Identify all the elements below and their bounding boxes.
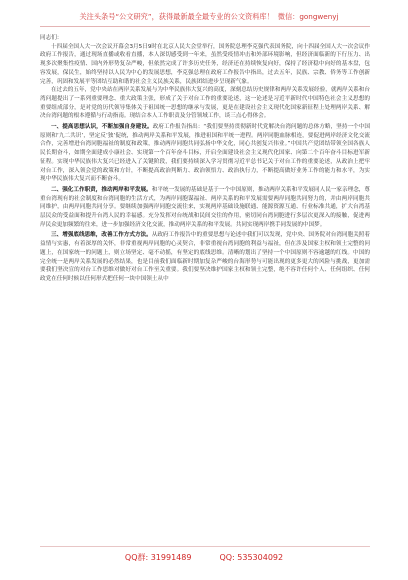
section-3-heading: 三、增强底线思维，改善工作方式方法。	[51, 232, 152, 239]
header-banner	[50, 10, 368, 24]
section-1-body: 政府工作报告指出：“我们要坚持贯彻新时代党解决台湾问题的总体方略，坚持一个中国原则和‘九二共识’，坚定反‘独’促统，推动两岸关系和平发展，推进祖国和平统一进程。两岸同胞血脉相连，要促进两岸经济文化交流合作，完善增进台湾同胞福祉的制度和政策，推动两岸同胞共同弘扬中华文化，同心共创复兴伟业。”中国共产党团结带领全国各族人民长期奋斗，如期全面建成小康社会、实现第一个百年奋斗目标，开启全面建设社会主义现代化国家、向第二个百年奋斗目标进军新征程。实现中华民族伟大复兴已经进入了关键阶段，我们要持续深入学习贯彻习近平总书记关于对台工作的重要论述，从政治上把牢对台工作，深入领会党的政策和方针，不断提高政治判断力、政治领悟力、政治执行力，不断提高做好业务工作的能力和水平，为实现中华民族伟大复兴而不断奋斗。	[40, 124, 370, 183]
footer-qq-group: QQ群: 31991489	[124, 553, 192, 562]
section-2-heading: 二、强化工作职责，推动两岸和平发展。	[51, 186, 152, 193]
section-3	[40, 231, 370, 283]
document-body	[40, 34, 370, 540]
greeting: 同志们：	[40, 35, 63, 41]
footer-divider	[40, 546, 370, 547]
section-2	[40, 186, 370, 230]
section-1-heading: 一、提高思想认识，不断加强自身建设。	[51, 124, 153, 131]
header-wechat-text: 微信：gongwenyj	[277, 12, 339, 21]
header-promo-text: 关注头条号“公文研究”，获得最新最全最专业的公文资料库！	[79, 12, 274, 21]
section-1	[40, 123, 370, 184]
section-2-body: 和平统一发展的基础是基于一个中国原则，推动两岸关系和平发展同人民一家亲理念，尊重台湾现有的社会制度和台湾同胞的生活方式，为两岸同胞谋福祉、两岸关系的和平发展需要两岸同胞共同努力的，并由两岸同胞共同维护，由两岸同胞共同分享。要继续加强两岸同胞交流往来，实现两岸基础设施联通、能源资源互通、行业标准共通，扩大台湾基层民众的受益面和提升台湾人民的幸福感。充分发挥对台统战和民间交往的作用，密切同台湾同胞进行多层次更深入的接触，促进两岸民众更加频繁的往来，进一步加强经济文化交流，推动两岸关系的和平发展。共同实现两岸携手同发展的中国梦。	[40, 186, 370, 228]
section-3-body: 从政府工作报告中的重要思想与论述中我们可以发现，党中央、国务院对台湾同胞关照着益情与实惠，有着深厚的关怀，非常重视两岸同胞的心灵契合，非常重视台湾同胞的利益与福祉，但在涉及国家主权和领土完整的问题上，在国家统一的问题上，则立场坚定、毫不动摇，有坚定的底线思维。清晰的划出了坚持一个中国原则不容逾越的红线。中国的完全统一是两岸关系发展的必然结果，也是目前我们面临新时期加复杂严峻的台海形势与可能出现的更多更大的风险与挑战，更加需要我们坚决宣的对台工作思维对做好对台工作至关重要。我们要坚决维护国家主权和领土完整，绝不容许任何个人、任何组织、任何政党在任何时候以任何形式把任何一块中国领土从中	[40, 232, 370, 282]
footer-qq-number: QQ: 535304092	[219, 553, 284, 562]
footer-contacts	[0, 550, 408, 566]
header-divider	[40, 26, 370, 27]
intro-paragraph-2: 在过去的五年，党中央站在两岸关系发展与为中华民族伟大复兴的高度，深刻总结历史规律和两岸关系发展经验，就两岸关系和台湾问题提出了一系列重要理念、重大政策主张，形成了关于对台工作的重要论述，这一论述是习近平新时代中国特色社会主义思想的重要组成部分，是对党的历代领导集体关于祖国统一思想的继承与发展，更是在建设社会主义现代化国家新征程上处理两岸关系、解决台湾问题的根本遵循与行动指南。现结合本人工作职责及分管领域工作，谈三点心得体会。	[40, 87, 370, 120]
intro-paragraph-1: 十四届全国人大一次会议开幕会3月5日9时在北京人民大会堂举行，国务院总理李克强代表国务院，向十四届全国人大一次会议作政府工作报告，通过现场直播或收看直播，本人深切感受到一年来，虽然受疫情冲击和外部环境影响，但经济面临新的下行压力、出现多次聚集性疫情、国内外形势复杂严峻，但依然完成了许多历史任务，经济还在持续恢复向好，保持了经济稳中向好的基本盘，包容发展，保民生，始终坚持以人民为中心的发展思想，李克强总理在政府工作报告中指出，过去五年，民族、宗教、侨务等工作创新完善，巩固和发展平等团结互助和谐的社会主义民族关系，民族团结进步呈现新气象。	[40, 43, 370, 85]
